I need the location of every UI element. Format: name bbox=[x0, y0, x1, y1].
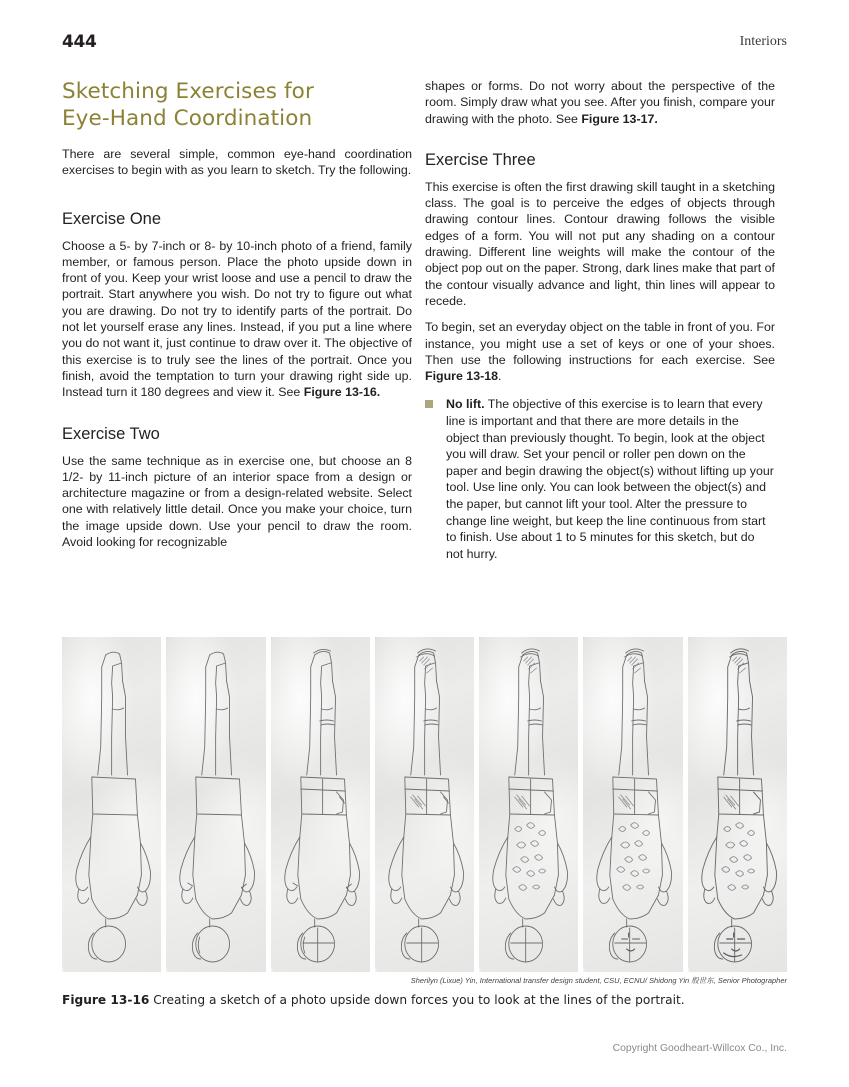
right-column bbox=[425, 78, 775, 572]
sketch-panel-strip bbox=[62, 637, 787, 972]
left-column bbox=[62, 78, 412, 550]
heading-exercise-one: Exercise One bbox=[62, 209, 162, 228]
sketch-panel-3 bbox=[271, 637, 370, 972]
exercise-two-paragraph: Use the same technique as in exercise one, but choose an 8 1/2- by 11-inch picture of an interior space from a design or architecture magazine or from a design-related website. Select one with relatively little detail. Once you make your choice, turn the image upside down. Use your pencil to draw the room. Avoid looking for recognizable bbox=[62, 453, 412, 550]
sketch-drawing-3 bbox=[271, 637, 370, 972]
intro-paragraph: There are several simple, common eye-hand coordination exercises to begin with as you learn to sketch. Try the following. bbox=[62, 147, 412, 178]
bullet-lead-label: No lift. bbox=[446, 397, 485, 412]
figure-13-16 bbox=[62, 637, 787, 1008]
figure-caption bbox=[62, 992, 787, 1008]
sketch-drawing-4 bbox=[375, 637, 474, 972]
sketch-panel-2 bbox=[166, 637, 265, 972]
exercise-three-text: To begin, set an everyday object on the table in front of you. For instance, you might use a set of keys or one of your shoes. Then use the following instructions for each exercise. See bbox=[425, 320, 775, 367]
figure-caption-text: Creating a sketch of a photo upside down forces you to look at the lines of the portrait. bbox=[149, 993, 685, 1007]
exercise-three-paragraph-2 bbox=[425, 319, 775, 384]
sketch-drawing-1 bbox=[62, 637, 161, 972]
sketch-panel-1 bbox=[62, 637, 161, 972]
bullet-body-text: The objective of this exercise is to learn that every line is important and that there are more details in the object than previously thought. To begin, look at the object you will draw. Set your pencil or roller pen down on the paper and begin drawing the object(s) without lifting up your tool. Use line only. You can look between the object(s) and the paper, but cannot lift your tool. Alter the pressure to change line weight, but keep the line continuous from start to finish. Use about 1 to 5 minutes for this sketch, but do not hurry. bbox=[446, 397, 774, 561]
copyright-notice: Copyright Goodheart-Willcox Co., Inc. bbox=[612, 1043, 787, 1054]
page-title-line-2: Eye-Hand Coordination bbox=[62, 106, 313, 131]
sketch-panel-4 bbox=[375, 637, 474, 972]
sketch-drawing-5 bbox=[479, 637, 578, 972]
page-title-line-1: Sketching Exercises for bbox=[62, 79, 314, 104]
exercise-three-text-end: . bbox=[498, 369, 502, 384]
running-head bbox=[62, 32, 787, 54]
exercise-three-paragraph-1: This exercise is often the first drawing skill taught in a sketching class. The goal is to perceive the edges of objects through drawing contour lines. Contour drawing follows the visible edges of a form. You will not put any shading on a contour drawing. Different line weights will make the contour of the object pop out on the paper. Strong, dark lines make that part of the contour visually advance and light, thin lines will appear to recede. bbox=[425, 179, 775, 308]
figure-ref-13-18: Figure 13-18 bbox=[425, 369, 498, 384]
exercise-one-paragraph bbox=[62, 238, 412, 401]
heading-exercise-three: Exercise Three bbox=[425, 150, 536, 169]
page-title bbox=[62, 78, 412, 132]
continuation-text: shapes or forms. Do not worry about the perspective of the room. Simply draw what you see. After you finish, compare your drawing with the photo. See bbox=[425, 79, 775, 126]
instruction-list bbox=[425, 396, 775, 562]
square-bullet-icon bbox=[425, 400, 433, 408]
figure-ref-13-17: Figure 13-17. bbox=[581, 111, 658, 126]
sketch-drawing-2 bbox=[166, 637, 265, 972]
sketch-panel-5 bbox=[479, 637, 578, 972]
photo-credit: Sherilyn (Lixue) Yin, International transfer design student, CSU, ECNU/ Shidong Yin 殷世东, Senior Photographer bbox=[410, 976, 787, 985]
page-number: 444 bbox=[62, 32, 97, 52]
continuation-paragraph bbox=[425, 78, 775, 127]
figure-ref-13-16: Figure 13-16. bbox=[303, 385, 381, 400]
sketch-panel-7 bbox=[688, 637, 787, 972]
figure-number: Figure 13-16 bbox=[62, 993, 150, 1007]
sketch-drawing-7 bbox=[688, 637, 787, 972]
sketch-panel-6 bbox=[583, 637, 682, 972]
book-title: Interiors bbox=[739, 34, 787, 49]
heading-exercise-two: Exercise Two bbox=[62, 424, 160, 443]
sketch-drawing-6 bbox=[583, 637, 682, 972]
exercise-one-text: Choose a 5- by 7-inch or 8- by 10-inch photo of a friend, family member, or famous person. Place the photo upside down in front of you. Keep your wrist loose and use a pencil to draw the portrait. Start anywhere you wish. Do not try to figure out what you are drawing. Do not try to identify parts of the portrait. Do not let yourself erase any lines. Instead, if you put a line where you do not want it, just continue to draw over it. The objective of this exercise is to truly see the lines of the portrait. Once you finish, avoid the temptation to turn your drawing right side up. Instead turn it 180 degrees and view it. See bbox=[62, 238, 412, 400]
list-item bbox=[425, 396, 775, 562]
